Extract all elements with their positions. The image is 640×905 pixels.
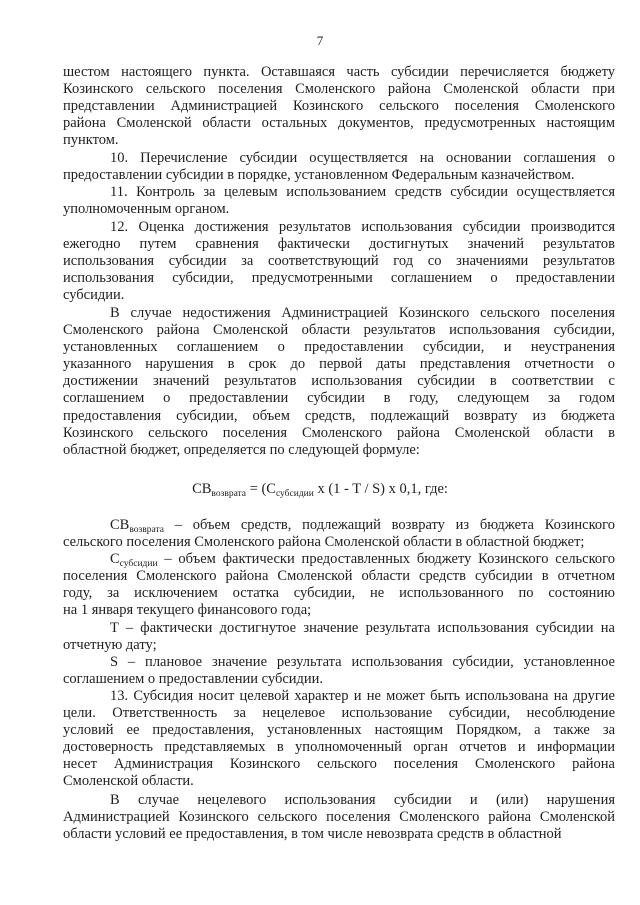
text-line: указанного нарушения в срок до первой даты представления отчетности о [63,356,615,373]
definition-t [63,620,615,654]
symbol: C [110,551,120,567]
formula-rest: x (1 - T / S) x 0,1, где: [313,481,448,497]
text-line: области условий ее предоставления, в том числе невозврата средств в областной [63,826,562,843]
text-line: Смоленского района Смоленской области результатов использования субсидии, [63,322,615,339]
text-line: субсидии. [63,287,125,304]
text-line: района Смоленской области остальных документов, предусмотренных настоящим [63,115,615,132]
symbol-subscript: субсидии [119,559,158,569]
formula-c-sub: субсидии [275,489,314,499]
text-line: установленных соглашением о предоставлении субсидии, и неустранения [63,339,615,356]
definition-s [63,654,615,688]
text-line: использования субсидии за соответствующий год со значениями результатов [63,253,615,270]
page-number: 7 [316,33,324,48]
text-line: Козинского сельского поселения Смоленского района Смоленской области при [63,81,615,98]
paragraph-failure [63,305,615,459]
text-line: предоставления субсидии, объем средств, подлежащий возврату из бюджета [63,407,615,424]
line-text: – объем средств, подлежащий возврату из бюджета Козинского [163,517,615,533]
paragraph-misuse [63,792,615,843]
formula-eq: = (C [246,481,276,497]
text-line: соглашением о предоставлении субсидии. [63,671,324,688]
text-line: 10. Перечисление субсидии осуществляется на основании соглашения о [110,150,615,166]
text-line: на 1 января текущего финансового года; [63,602,312,619]
formula-lhs: CB [192,481,212,497]
text-line [63,517,615,534]
paragraph-continuation [63,64,615,149]
text-line: поселения Смоленского района Смоленской области средств субсидии в отчетном [63,568,615,585]
text-line: условий ее предоставления, установленных настоящим Порядком, а также за [63,722,615,739]
text-line: использования субсидии, предусмотренными соглашением о предоставлении [63,270,615,287]
definition-cb [63,517,615,551]
symbol: CB [110,517,130,533]
text-line: предоставлении субсидии в порядке, установленном Федеральным казначейством. [63,167,575,184]
text-line: Козинского сельского поселения Смоленского района Смоленской области в [63,424,615,441]
paragraph-12 [63,219,615,304]
text-line: В случае нецелевого использования субсидии и (или) нарушения [110,792,615,808]
text-line: В случае недостижения Администрацией Козинского сельского поселения [110,305,615,321]
text-line: 11. Контроль за целевым использованием средств субсидии осуществляется [110,184,615,200]
text-line: Администрацией Козинского сельского поселения Смоленского района Смоленской [63,809,615,826]
text-line: достижении значений результатов использования субсидии в соответствии с [63,373,615,390]
text-line: уполномоченным органом. [63,201,230,218]
paragraph-13 [63,688,615,791]
line-text: – объем фактически предоставленных бюджету Козинского сельского [157,551,615,567]
text-line: году, за исключением остатка субсидии, не использованного по состоянию [63,585,615,602]
text-line [63,551,615,568]
text-line: цели. Ответственность за нецелевое использование субсидии, несоблюдение [63,705,615,722]
paragraph-11 [63,184,615,218]
text-line: S – плановое значение результата использования субсидии, установленное [110,654,615,670]
text-line: 12. Оценка достижения результатов использования субсидии производится [110,219,615,235]
text-line: областной бюджет, определяется по следующей формуле: [63,441,420,458]
symbol-subscript: возврата [129,525,164,535]
text-line: представлении Администрацией Козинского сельского поселения Смоленского [63,98,615,115]
return-formula [0,480,640,503]
paragraph-10 [63,150,615,184]
formula-lhs-sub: возврата [211,489,247,499]
text-line: ежегодно путем сравнения фактически достигнутых значений результатов [63,236,615,253]
text-line: соглашением о предоставлении субсидии в году, следующем за годом [63,390,615,407]
text-line: сельского поселения Смоленского района Смоленской области в областной бюджет; [63,534,585,551]
text-line: Смоленской области. [63,773,194,790]
text-line: 13. Субсидия носит целевой характер и не может быть использована на другие [110,688,615,704]
text-line: отчетную дату; [63,637,157,654]
text-line: T – фактически достигнутое значение результата использования субсидии на [110,620,615,636]
text-line: достоверность представляемых в уполномоченный орган отчетов и информации [63,739,615,756]
definition-c [63,551,615,619]
text-line: пунктом. [63,132,119,149]
text-line: несет Администрация Козинского сельского поселения Смоленского района [63,756,615,773]
text-line: шестом настоящего пункта. Оставшаяся часть субсидии перечисляется бюджету [63,64,615,80]
